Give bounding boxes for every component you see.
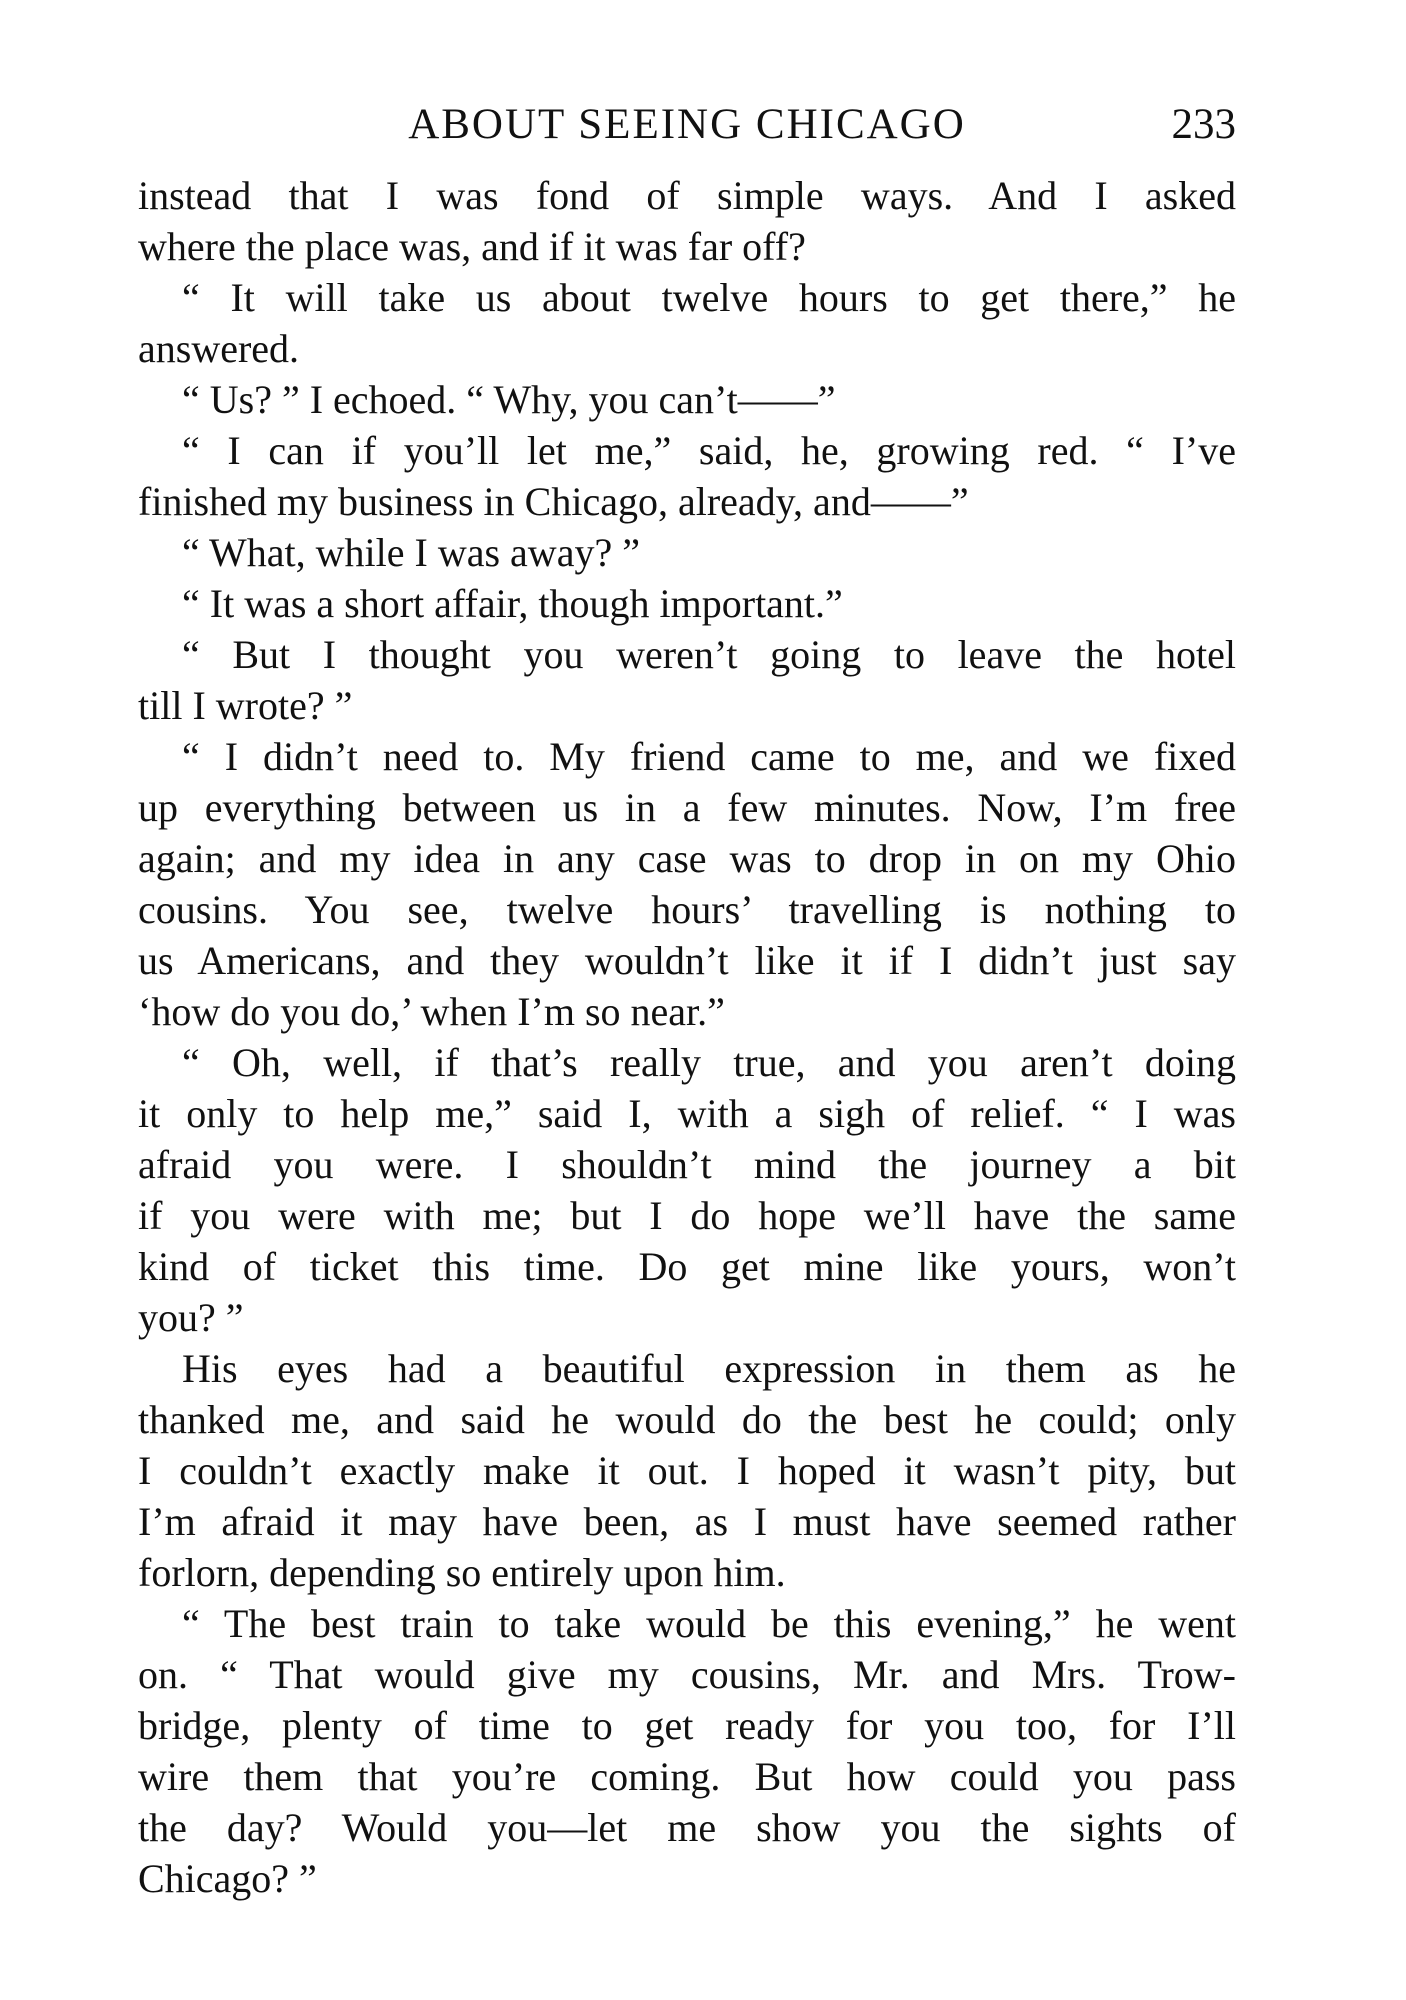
text-line: instead that I was fond of simple ways. And I asked <box>138 173 1236 218</box>
text-line: again; and my idea in any case was to drop in on my Ohio <box>138 836 1236 881</box>
text-line: afraid you were. I shouldn’t mind the journey a bit <box>138 1142 1236 1187</box>
text-line: cousins. You see, twelve hours’ travelling is nothing to <box>138 887 1236 932</box>
text-line: ‘how do you do,’ when I’m so near.” <box>138 989 725 1034</box>
text-line: “ I can if you’ll let me,” said, he, growing red. “ I’ve <box>182 428 1236 473</box>
text-line: Chicago? ” <box>138 1856 317 1901</box>
text-line: I’m afraid it may have been, as I must have seemed rather <box>138 1499 1236 1544</box>
text-line: His eyes had a beautiful expression in them as he <box>182 1346 1236 1391</box>
text-line: finished my business in Chicago, already, and——” <box>138 479 969 524</box>
text-line: till I wrote? ” <box>138 683 353 728</box>
text-line: if you were with me; but I do hope we’ll have the same <box>138 1193 1236 1238</box>
text-line: up everything between us in a few minutes. Now, I’m free <box>138 785 1236 830</box>
body-text <box>138 170 1236 1904</box>
text-line: wire them that you’re coming. But how could you pass <box>138 1754 1236 1799</box>
text-line: “ It will take us about twelve hours to get there,” he <box>182 275 1236 320</box>
text-line: “ But I thought you weren’t going to leave the hotel <box>182 632 1236 677</box>
page-number: 233 <box>1171 101 1236 148</box>
text-line: you? ” <box>138 1295 244 1340</box>
text-line: “ Us? ” I echoed. “ Why, you can’t——” <box>182 377 836 422</box>
text-line: on. “ That would give my cousins, Mr. and Mrs. Trow- <box>138 1652 1236 1697</box>
text-line: thanked me, and said he would do the best he could; only <box>138 1397 1236 1442</box>
text-line: it only to help me,” said I, with a sigh of relief. “ I was <box>138 1091 1236 1136</box>
text-line: kind of ticket this time. Do get mine like yours, won’t <box>138 1244 1236 1289</box>
chapter-title: ABOUT SEEING CHICAGO <box>408 101 966 148</box>
text-line: “ The best train to take would be this evening,” he went <box>182 1601 1236 1646</box>
text-line: us Americans, and they wouldn’t like it if I didn’t just say <box>138 938 1236 983</box>
text-line: where the place was, and if it was far off? <box>138 224 806 269</box>
text-line: answered. <box>138 326 300 371</box>
text-line: bridge, plenty of time to get ready for you too, for I’ll <box>138 1703 1236 1748</box>
text-line: the day? Would you—let me show you the sights of <box>138 1805 1236 1850</box>
text-line: “ Oh, well, if that’s really true, and you aren’t doing <box>182 1040 1236 1085</box>
text-line: “ It was a short affair, though important.” <box>182 581 843 626</box>
text-line: forlorn, depending so entirely upon him. <box>138 1550 786 1595</box>
text-line: “ I didn’t need to. My friend came to me, and we fixed <box>182 734 1236 779</box>
text-line: “ What, while I was away? ” <box>182 530 640 575</box>
running-head <box>138 95 1236 155</box>
text-line: I couldn’t exactly make it out. I hoped it wasn’t pity, but <box>138 1448 1236 1493</box>
